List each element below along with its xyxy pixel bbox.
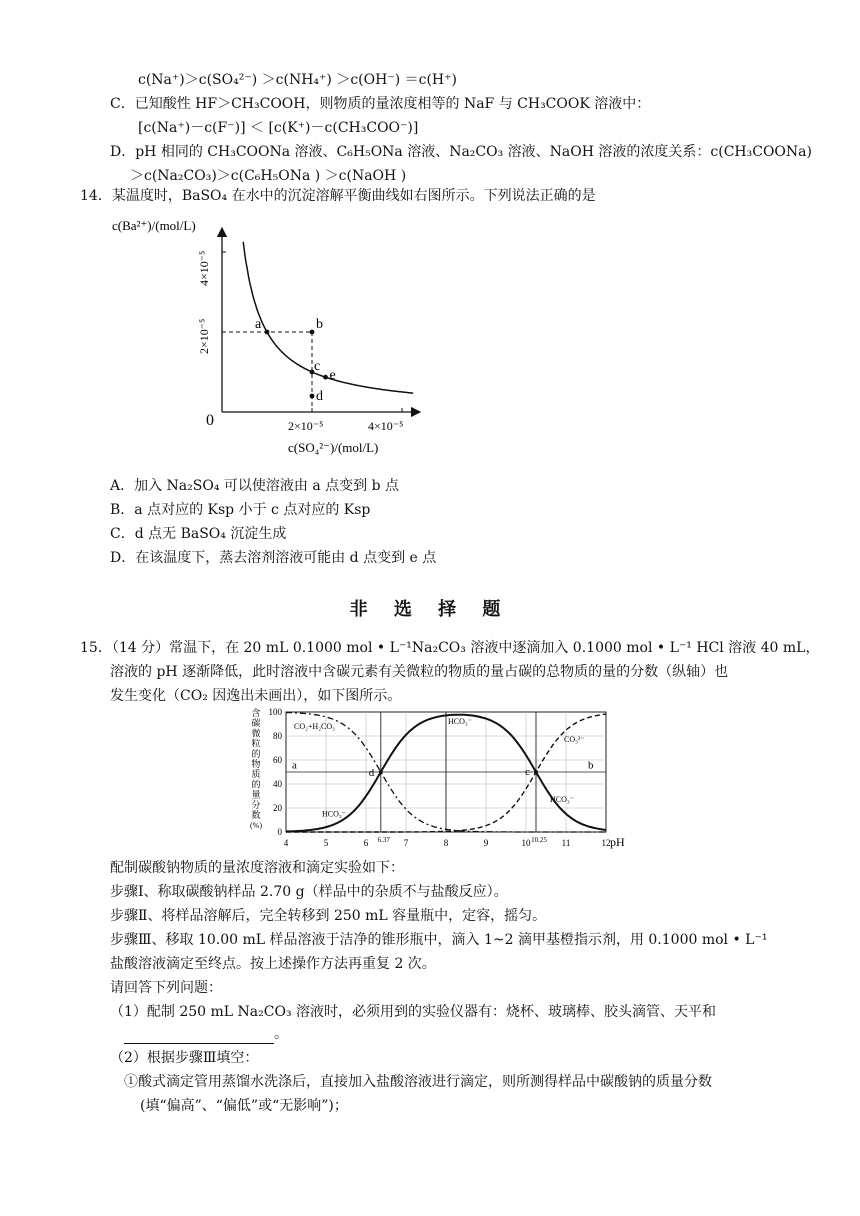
series-label-hco3-right: HCO₃⁻ [550, 795, 574, 804]
q13-b-continuation: c(Na⁺)＞c(SO₄²⁻) ＞c(NH₄⁺) ＞c(OH⁻) ＝c(H⁺) [138, 72, 457, 88]
y-axis-label-char: 质 [251, 769, 261, 780]
point-d [310, 394, 315, 399]
y-axis-label-char: 的 [251, 748, 261, 759]
q15-line2: 溶液的 pH 逐渐降低，此时溶液中含碳元素有关微粒的物质的量占碳的总物质的量的分数（纵轴）也 [110, 664, 729, 680]
series-label-hco3-left: HCO₃⁻ [322, 809, 346, 819]
point-label-a: a [255, 317, 262, 332]
y-axis-label-char: 碳 [251, 718, 261, 729]
marker-label-b: b [588, 759, 594, 772]
q13-option-d-cont: ＞c(Na₂CO₃)＞c(C₆H₅ONa ) ＞c(NaOH ) [130, 168, 407, 184]
equilibrium-curve [243, 242, 413, 393]
q15-line3: 发生变化（CO₂ 因逸出未画出），如下图所示。 [110, 688, 402, 704]
q14-option-a: A．加入 Na₂SO₄ 可以使溶液由 a 点变到 b 点 [110, 478, 400, 494]
q15-line1: 15．（14 分）常温下，在 20 mL 0.1000 mol • L⁻¹Na₂CO₃ 溶液中逐滴加入 0.1000 mol • L⁻¹ HCl 溶液 40 mL， [80, 640, 820, 656]
marker-label-a: a [292, 759, 297, 772]
q15-part1-end: 。 [274, 1026, 288, 1042]
x-tick-label-2e-5: 2×10⁻⁵ [288, 419, 324, 433]
point-c [534, 770, 538, 774]
q13-option-c-formula: [c(Na⁺)－c(F⁻)] ＜ [c(K⁺)－c(CH₃COO⁻)] [138, 120, 419, 136]
q14-option-b: B．a 点对应的 Ksp 小于 c 点对应的 Ksp [110, 502, 371, 518]
x-tick-label: 10.25 [531, 836, 547, 844]
x-tick-label: 11 [561, 838, 571, 848]
answer-blank[interactable] [124, 1029, 274, 1044]
q15-step3b: 盐酸溶液滴定至终点。按上述操作方法再重复 2 次。 [110, 956, 436, 972]
y-tick-label: 20 [273, 803, 282, 813]
y-axis-label-char: 分 [251, 799, 261, 810]
series-label-hco3-top: HCO₃⁻ [448, 717, 472, 726]
section-title: 非 选 择 题 [349, 599, 511, 620]
x-tick-label: 12 [601, 838, 611, 848]
point-b [310, 330, 315, 335]
x-axis-label: c(SO₄²⁻)/(mol/L) [288, 440, 379, 455]
x-tick-label: 8 [443, 838, 449, 848]
q14-option-d: D．在该温度下，蒸去溶剂溶液可能由 d 点变到 e 点 [110, 550, 437, 566]
q15-part2-1: ①酸式滴定管用蒸馏水洗涤后，直接加入盐酸溶液进行滴定，则所测得样品中碳酸钠的质量分数 [124, 1074, 712, 1090]
y-tick-label-4e-5: 4×10⁻⁵ [197, 250, 211, 286]
y-tick-label-2e-5: 2×10⁻⁵ [197, 318, 211, 354]
marker-label-c: c [525, 766, 530, 778]
point-label-e: e [329, 368, 336, 384]
q15-step2: 步骤Ⅱ、将样品溶解后，完全转移到 250 mL 容量瓶中，定容，摇匀。 [110, 908, 547, 924]
q15-step3a: 步骤Ⅲ、移取 10.00 mL 样品溶液于洁净的锥形瓶中，滴入 1~2 滴甲基橙指示剂，用 0.1000 mol • L⁻¹ [110, 932, 768, 948]
point-a [265, 330, 270, 335]
q15-intro: 配制碳酸钠物质的量浓度溶液和滴定实验如下： [110, 860, 404, 876]
q15-ask: 请回答下列问题： [110, 980, 222, 996]
y-axis-label [250, 707, 262, 830]
y-axis-label-char: 量 [251, 789, 261, 800]
y-axis-label-char: 的 [251, 779, 261, 790]
y-axis-label-char: 物 [251, 759, 261, 769]
x-tick-label: 9 [483, 838, 489, 848]
y-axis-label-char: 粒 [251, 738, 261, 749]
series-label-co3: CO₃²⁻ [564, 735, 585, 744]
q13-option-d: D．pH 相同的 CH₃COONa 溶液、C₆H₅ONa 溶液、Na₂CO₃ 溶液、NaOH 溶液的浓度关系：c(CH₃COONa) [110, 144, 812, 160]
q15-part2-1-cont: (填“偏高”、“偏低”或“无影响”)； [140, 1098, 348, 1114]
x-tick-label: 7 [403, 838, 409, 848]
q15-part1: （1）配制 250 mL Na₂CO₃ 溶液时，必须用到的实验仪器有：烧杯、玻璃棒、胶头滴管、天平和 [110, 1004, 717, 1020]
y-axis-label-char: 数 [251, 810, 261, 820]
q15-part1-answer-line [124, 1024, 288, 1044]
point-label-d: d [316, 389, 323, 404]
q15-part2: （2）根据步骤Ⅲ填空： [110, 1050, 259, 1066]
x-tick-label: 10 [521, 838, 531, 848]
point-d [379, 770, 383, 774]
y-axis-label: c(Ba²⁺)/(mol/L) [112, 218, 196, 233]
y-tick-label: 60 [273, 755, 282, 765]
y-axis-label-unit: (%) [250, 821, 262, 831]
y-tick-label: 100 [268, 707, 282, 717]
carbonate-distribution-chart [238, 704, 628, 850]
y-axis-label-char: 微 [251, 728, 261, 739]
origin-label: 0 [206, 412, 214, 429]
y-tick-label: 40 [273, 779, 282, 789]
q14-option-c: C．d 点无 BaSO₄ 沉淀生成 [110, 526, 287, 542]
x-tick-label: 6.37 [377, 836, 390, 844]
baso4-solubility-chart [100, 212, 430, 462]
point-e [323, 375, 328, 380]
point-label-b: b [316, 317, 323, 332]
y-tick-label: 0 [277, 827, 282, 837]
x-tick-label-4e-5: 4×10⁻⁵ [368, 419, 404, 433]
q14-stem: 14．某温度时，BaSO₄ 在水中的沉淀溶解平衡曲线如右图所示。下列说法正确的是 [80, 188, 596, 204]
x-tick-label: 5 [323, 838, 329, 848]
marker-label-d: d [368, 767, 375, 779]
x-tick-label: 6 [363, 838, 369, 848]
y-axis-label-char: 含 [251, 708, 261, 718]
q15-step1: 步骤Ⅰ、称取碳酸钠样品 2.70 g（样品中的杂质不与盐酸反应）。 [110, 884, 508, 900]
q13-option-c: C．已知酸性 HF＞CH₃COOH，则物质的量浓度相等的 NaF 与 CH₃COOK 溶液中： [110, 96, 651, 112]
x-tick-label: 4 [283, 838, 289, 848]
point-label-c: c [314, 359, 321, 374]
y-tick-label: 80 [273, 731, 282, 741]
series-label-co2-h2co3: CO₂+H₂CO₃ [294, 721, 335, 731]
x-axis-label: pH [610, 835, 625, 849]
